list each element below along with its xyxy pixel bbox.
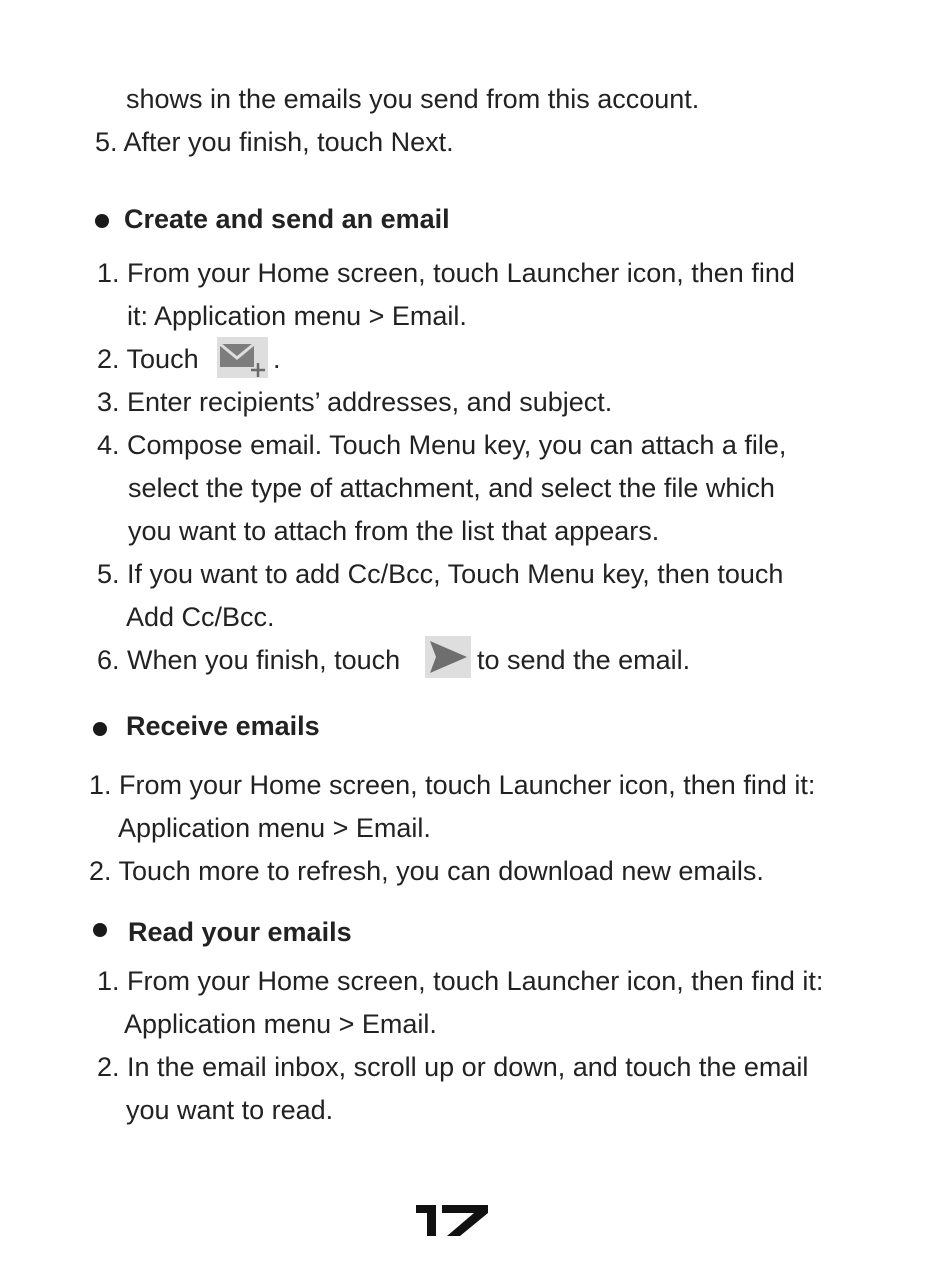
create-step-5-cont: Add Cc/Bcc. [126,602,275,632]
read-step-2: 2. In the email inbox, scroll up or down, and touch the email [97,1052,809,1082]
receive-step-2: 2. Touch more to refresh, you can download new emails. [89,856,764,886]
bullet-icon [95,214,109,228]
create-step-4-cont-1: select the type of attachment, and select the file which [128,473,775,503]
bullet-icon [93,722,107,736]
read-step-2-cont: you want to read. [126,1095,334,1125]
create-step-1-cont: it: Application menu > Email. [127,301,467,331]
intro-step-5: 5. After you finish, touch Next. [95,127,454,157]
create-step-5: 5. If you want to add Cc/Bcc, Touch Menu key, then touch [97,559,784,589]
bullet-icon [93,923,107,937]
page-number-text [414,1202,415,1203]
receive-step-1-cont: Application menu > Email. [118,813,431,843]
page-number [414,1202,490,1238]
create-step-4-cont-2: you want to attach from the list that appears. [128,516,660,546]
send-icon [425,636,471,678]
create-step-2-period: . [273,344,281,374]
compose-email-icon [217,337,268,378]
create-step-3: 3. Enter recipients’ addresses, and subject. [97,387,613,417]
receive-step-1: 1. From your Home screen, touch Launcher icon, then find it: [89,770,816,800]
intro-continuation: shows in the emails you send from this account. [126,84,700,114]
create-step-1: 1. From your Home screen, touch Launcher icon, then find [97,258,795,288]
section-heading-read: Read your emails [128,917,352,947]
create-step-6-end: to send the email. [477,645,691,675]
create-step-2: 2. Touch [97,344,199,374]
read-step-1: 1. From your Home screen, touch Launcher icon, then find it: [97,966,824,996]
section-heading-create: Create and send an email [124,204,450,234]
create-step-6: 6. When you finish, touch [97,645,401,675]
read-step-1-cont: Application menu > Email. [124,1009,437,1039]
create-step-4: 4. Compose email. Touch Menu key, you can attach a file, [97,430,787,460]
section-heading-receive: Receive emails [126,711,320,741]
